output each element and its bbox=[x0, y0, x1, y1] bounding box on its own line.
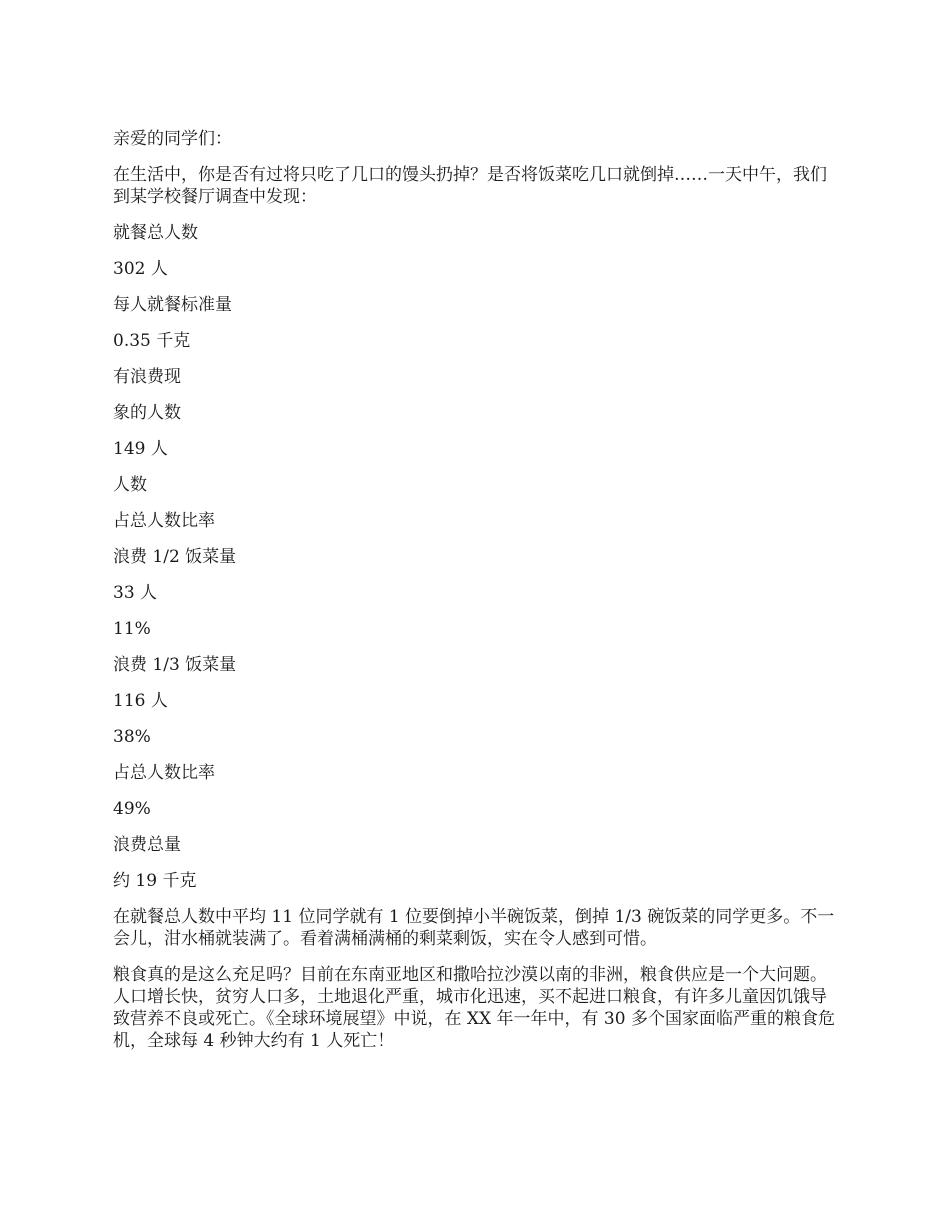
survey-line: 人数 bbox=[113, 475, 147, 495]
survey-line: 浪费总量 bbox=[113, 835, 181, 855]
survey-line: 有浪费现 bbox=[113, 367, 181, 387]
survey-line: 象的人数 bbox=[113, 403, 181, 423]
survey-line: 49% bbox=[113, 799, 151, 819]
body-paragraph-2: 粮食真的是这么充足吗？目前在东南亚地区和撒哈拉沙漠以南的非洲，粮食供应是一个大问题。人口增长快，贫穷人口多，土地退化严重，城市化迅速，买不起进口粮食，有许多儿童因饥饿导致营养不良或死亡。《全球环境展望》中说，在 XX 年一年中，有 30 多个国家面临严重的粮食危机，全球每 4 秒钟大约有 1 人死亡！ bbox=[113, 965, 835, 1051]
survey-line: 占总人数比率 bbox=[113, 511, 215, 531]
survey-line: 就餐总人数 bbox=[113, 223, 198, 243]
body-paragraph-1: 在就餐总人数中平均 11 位同学就有 1 位要倒掉小半碗饭菜，倒掉 1/3 碗饭菜的同学更多。不一会儿，泔水桶就装满了。看着满桶满桶的剩菜剩饭，实在令人感到可惜。 bbox=[113, 907, 835, 949]
survey-line: 0.35 千克 bbox=[113, 331, 191, 351]
survey-line: 302 人 bbox=[113, 259, 168, 279]
survey-line: 浪费 1/3 饭菜量 bbox=[113, 655, 237, 675]
survey-line: 浪费 1/2 饭菜量 bbox=[113, 547, 237, 567]
greeting: 亲爱的同学们： bbox=[113, 129, 232, 149]
survey-line: 每人就餐标准量 bbox=[113, 295, 232, 315]
intro-paragraph: 在生活中，你是否有过将只吃了几口的馒头扔掉？是否将饭菜吃几口就倒掉……一天中午，我们到某学校餐厅调查中发现： bbox=[113, 165, 827, 207]
survey-line: 149 人 bbox=[113, 439, 168, 459]
survey-line: 116 人 bbox=[113, 691, 168, 711]
survey-line: 33 人 bbox=[113, 583, 158, 603]
survey-line: 约 19 千克 bbox=[113, 871, 197, 891]
survey-line: 11% bbox=[113, 619, 151, 639]
survey-line: 占总人数比率 bbox=[113, 763, 215, 783]
document-body bbox=[113, 128, 838, 1066]
survey-line: 38% bbox=[113, 727, 151, 747]
